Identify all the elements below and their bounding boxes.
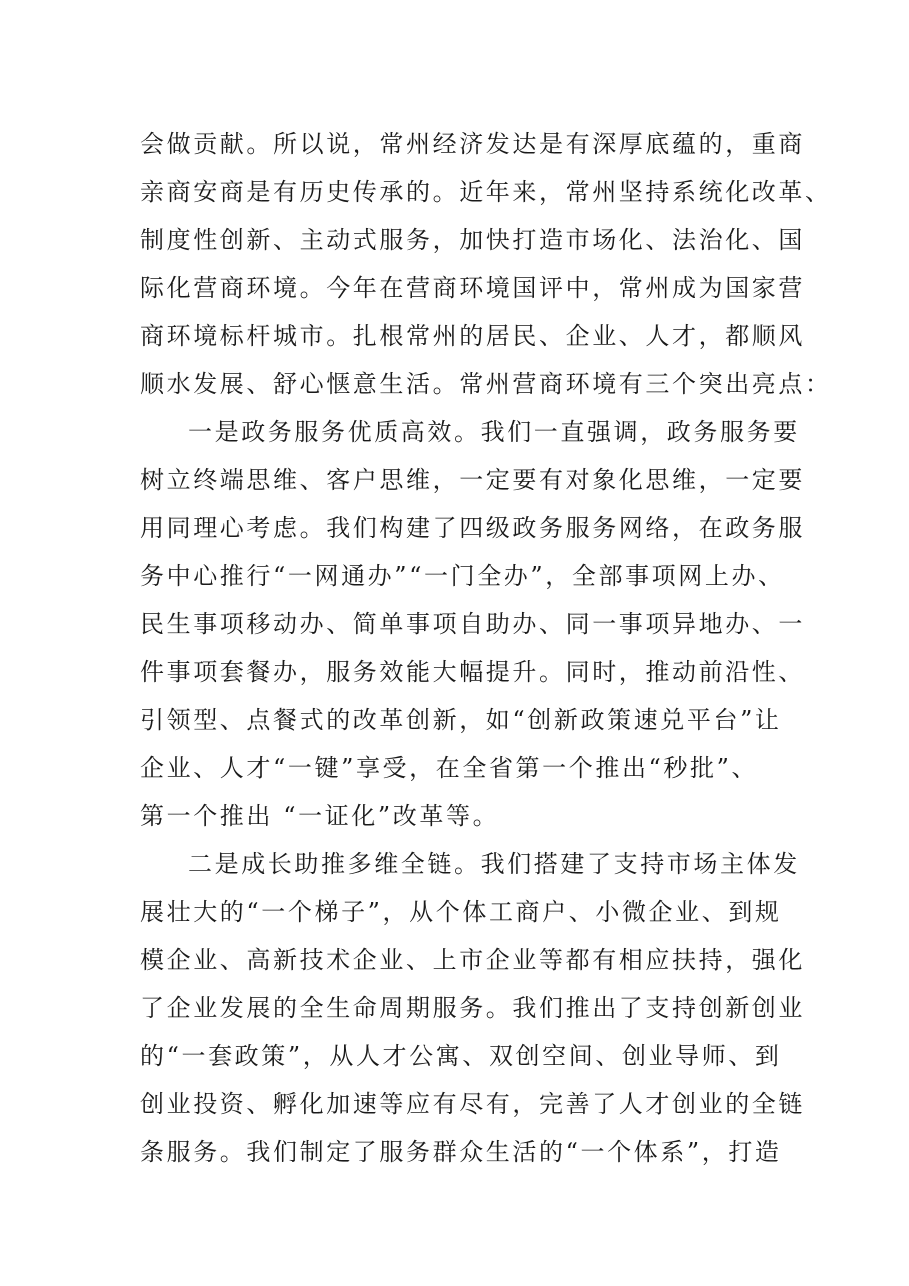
text-line: 顺水发展、舒心惬意生活。常州营商环境有三个突出亮点： — [140, 370, 832, 398]
text-line: 条服务。我们制定了服务群众生活的“一个体系”，打造 — [140, 1138, 782, 1166]
text-line: 会做贡献。所以说，常州经济发达是有深厚底蕴的，重商 — [140, 130, 805, 158]
text-line: 件事项套餐办，服务效能大幅提升。同时，推动前沿性、 — [140, 658, 805, 686]
text-line: 模企业、高新技术企业、上市企业等都有相应扶持，强化 — [140, 946, 805, 974]
paragraph-first-line: 二是成长助推多维全链。我们搭建了支持市场主体发 — [188, 850, 800, 878]
text-line: 第一个推出 “一证化”改革等。 — [140, 802, 500, 830]
paragraph-first-line: 一是政务服务优质高效。我们一直强调，政务服务要 — [188, 418, 800, 446]
text-line: 亲商安商是有历史传承的。近年来，常州坚持系统化改革、 — [140, 178, 832, 206]
text-line: 制度性创新、主动式服务，加快打造市场化、法治化、国 — [140, 226, 805, 254]
text-line: 树立终端思维、客户思维，一定要有对象化思维，一定要 — [140, 466, 805, 494]
text-line: 展壮大的“一个梯子”，从个体工商户、小微企业、到规 — [140, 898, 782, 926]
text-line: 企业、人才“一键”享受，在全省第一个推出“秒批”、 — [140, 754, 759, 782]
text-line: 的“一套政策”，从人才公寓、双创空间、创业导师、到 — [140, 1042, 782, 1070]
text-line: 创业投资、孵化加速等应有尽有，完善了人才创业的全链 — [140, 1090, 805, 1118]
text-line: 商环境标杆城市。扎根常州的居民、企业、人才，都顺风 — [140, 322, 805, 350]
text-line: 用同理心考虑。我们构建了四级政务服务网络，在政务服 — [140, 514, 805, 542]
text-line: 际化营商环境。今年在营商环境国评中，常州成为国家营 — [140, 274, 805, 302]
text-line: 民生事项移动办、简单事项自助办、同一事项异地办、一 — [140, 610, 805, 638]
text-line: 引领型、点餐式的改革创新，如“创新政策速兑平台”让 — [140, 706, 782, 734]
text-line: 了企业发展的全生命周期服务。我们推出了支持创新创业 — [140, 994, 805, 1022]
text-line: 务中心推行“一网通办”“一门全办”，全部事项网上办、 — [140, 562, 785, 590]
